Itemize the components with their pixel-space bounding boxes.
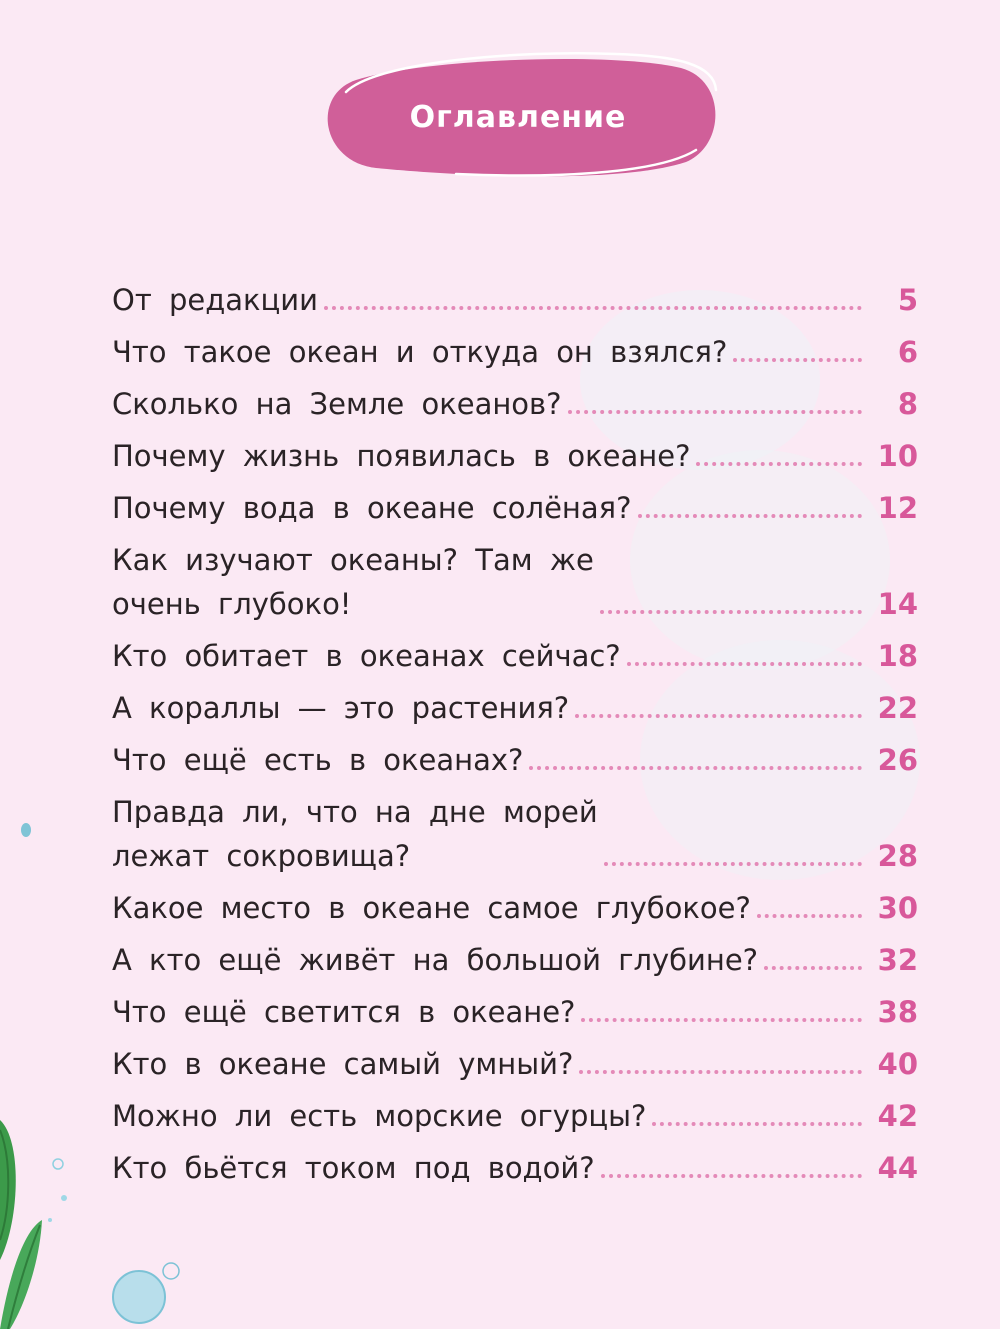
- toc-row[interactable]: [112, 990, 918, 1034]
- toc-page-number: 30: [877, 891, 918, 925]
- toc-leader-dots: [575, 714, 862, 718]
- toc-page-number: 44: [877, 1151, 918, 1185]
- toc-row[interactable]: [112, 538, 918, 626]
- toc-entry-title: Можно ли есть морские огурцы?: [112, 1099, 647, 1133]
- toc-entry-title-line: Правда ли, что на дне морей: [112, 795, 598, 829]
- toc-page-number: 38: [877, 995, 918, 1029]
- toc-leader-dots: [696, 462, 862, 466]
- bubble-icon: [16, 820, 36, 840]
- toc-page-number: 12: [877, 491, 918, 525]
- toc-row[interactable]: [112, 634, 918, 678]
- toc-page-number: 40: [877, 1047, 918, 1081]
- toc-page-number: 28: [877, 839, 918, 873]
- toc-page-number: 18: [877, 639, 918, 673]
- toc-entry-title: Что ещё есть в океанах?: [112, 743, 524, 777]
- toc-leader-dots: [579, 1070, 862, 1074]
- toc-entry-title: Какое место в океане самое глубокое?: [112, 891, 751, 925]
- toc-entry-title-line: очень глубоко!: [112, 587, 352, 621]
- toc-row[interactable]: [112, 790, 918, 878]
- toc-row[interactable]: [112, 886, 918, 930]
- toc-entry-title: Почему вода в океане солёная?: [112, 491, 632, 525]
- toc-row[interactable]: [112, 1042, 918, 1086]
- toc-page-number: 32: [877, 943, 918, 977]
- toc-row[interactable]: [112, 938, 918, 982]
- toc-leader-dots: [324, 306, 862, 310]
- toc-leader-dots: [604, 862, 862, 866]
- toc-entry-title: Что ещё светится в океане?: [112, 995, 576, 1029]
- toc-entry-title: [112, 538, 594, 626]
- toc-entry-title: Кто обитает в океанах сейчас?: [112, 639, 621, 673]
- toc-row[interactable]: [112, 738, 918, 782]
- toc-entry-title: [112, 790, 598, 878]
- toc-entry-title: Сколько на Земле океанов?: [112, 387, 562, 421]
- toc-page-number: 42: [877, 1099, 918, 1133]
- toc-page-number: 26: [877, 743, 918, 777]
- toc-row[interactable]: [112, 686, 918, 730]
- toc-leader-dots: [627, 662, 862, 666]
- toc-entry-title: А кто ещё живёт на большой глубине?: [112, 943, 759, 977]
- toc-leader-dots: [764, 966, 862, 970]
- toc-page-number: 5: [897, 283, 918, 317]
- toc-page-number: 22: [877, 691, 918, 725]
- toc-entry-title: А кораллы — это растения?: [112, 691, 570, 725]
- toc-leader-dots: [529, 766, 862, 770]
- bubble-icon: [105, 1255, 185, 1329]
- bubble-icon: [40, 1150, 80, 1230]
- toc-row[interactable]: [112, 1094, 918, 1138]
- page-title: Оглавление: [409, 100, 627, 135]
- toc-leader-dots: [733, 358, 862, 362]
- toc-leader-dots: [757, 914, 862, 918]
- toc-page-number: 14: [877, 587, 918, 621]
- toc-row[interactable]: [112, 278, 918, 322]
- toc-leader-dots: [600, 610, 862, 614]
- toc-leader-dots: [581, 1018, 862, 1022]
- toc-row[interactable]: [112, 434, 918, 478]
- toc-entry-title: Кто в океане самый умный?: [112, 1047, 574, 1081]
- toc-row[interactable]: [112, 330, 918, 374]
- toc-row[interactable]: [112, 382, 918, 426]
- toc-leader-dots: [652, 1122, 862, 1126]
- toc-entry-title: Почему жизнь появилась в океане?: [112, 439, 691, 473]
- table-of-contents: [112, 278, 918, 1198]
- toc-entry-title: От редакции: [112, 283, 318, 317]
- toc-entry-title: Кто бьётся током под водой?: [112, 1151, 595, 1185]
- toc-leader-dots: [568, 410, 862, 414]
- toc-entry-title-line: лежат сокровища?: [112, 839, 411, 873]
- toc-entry-title-line: Как изучают океаны? Там же: [112, 543, 594, 577]
- toc-leader-dots: [601, 1174, 862, 1178]
- toc-entry-title: Что такое океан и откуда он взялся?: [112, 335, 728, 369]
- toc-page-number: 6: [897, 335, 918, 369]
- toc-leader-dots: [638, 514, 863, 518]
- toc-row[interactable]: [112, 486, 918, 530]
- toc-row[interactable]: [112, 1146, 918, 1190]
- toc-page-number: 10: [877, 439, 918, 473]
- toc-page-number: 8: [897, 387, 918, 421]
